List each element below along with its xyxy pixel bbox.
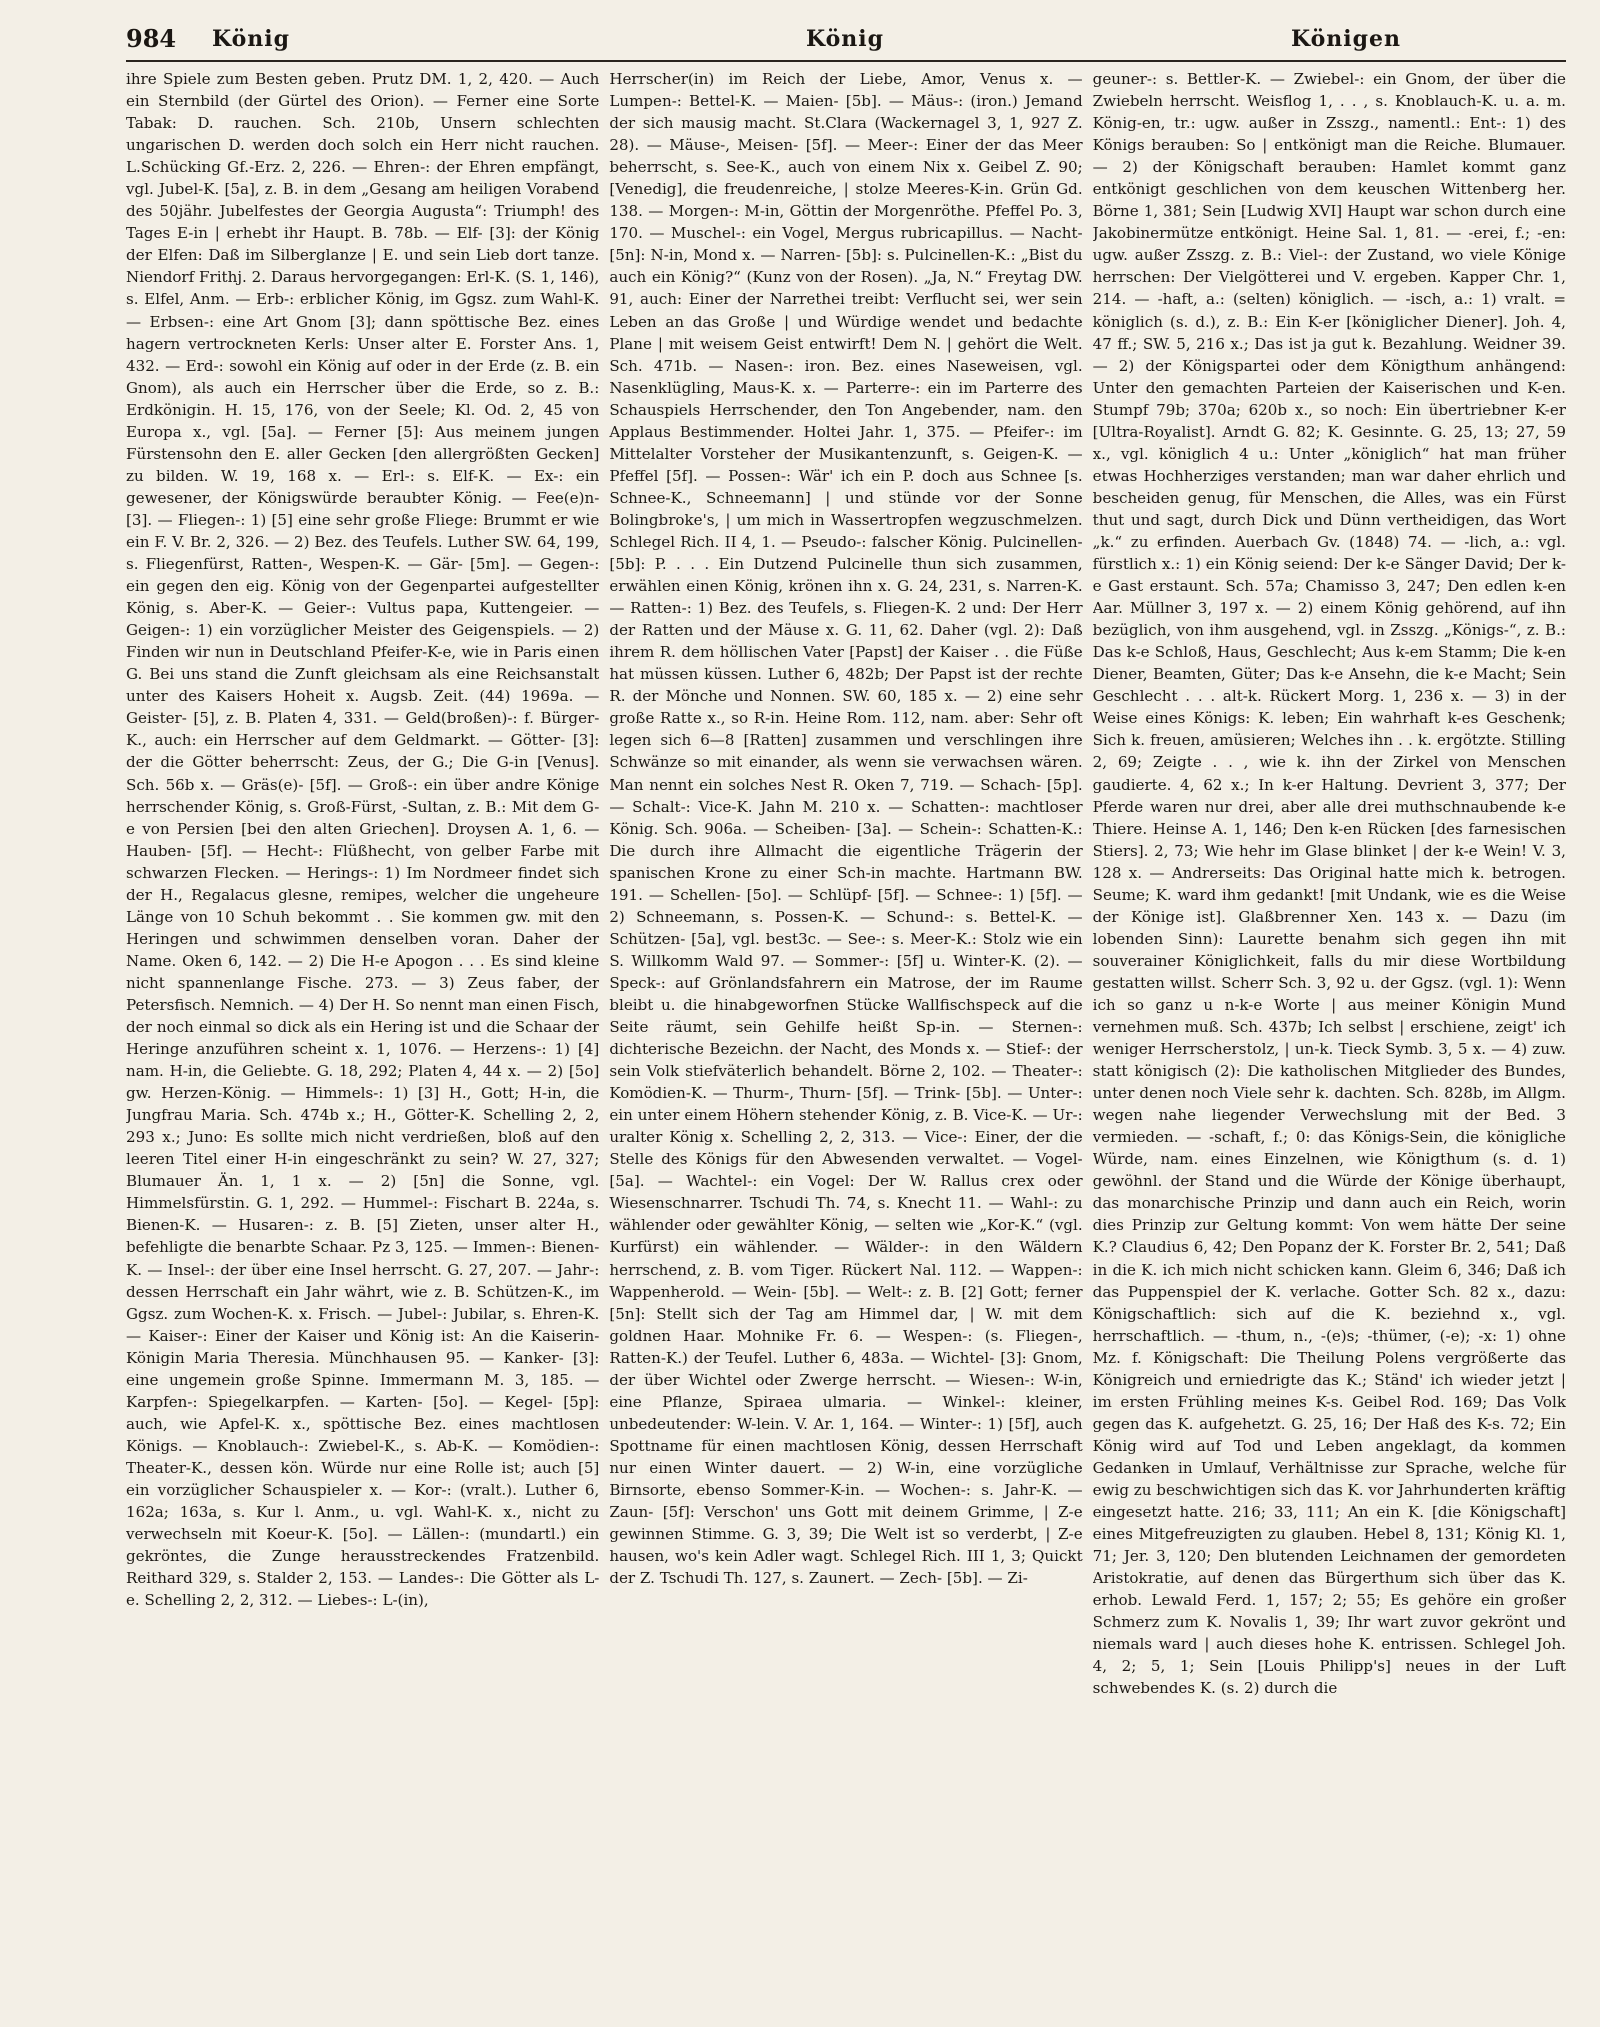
running-headword-center: König bbox=[806, 26, 885, 52]
text-columns bbox=[126, 68, 1566, 2009]
column-text: ihre Spiele zum Besten geben. Prutz DM. 1, 2, 420. — Auch ein Sternbild (der Gürtel des Orion). — Ferner eine Sorte Tabak: D. rauchen. Sch. 210b, Unsern schlechten ungarischen D. werden doch solch ein Herr nicht rauchen. L.Schücking Gf.-Erz. 2, 226. — Ehren-: der Ehren empfängt, vgl. Jubel-K. [5a], z. B. in dem „Gesang am heiligen Vorabend des 50jähr. Jubelfestes der Georgia Augusta“: Triumph! des Tages E-in | erhebt ihr Haupt. B. 78b. — Elf- [3]: der König der Elfen: Daß im Silberglanze | E. und sein Lieb dort tanze. Niendorf Frithj. 2. Daraus hervorgegangen: Erl-K. (S. 1, 146), s. Elfel, Anm. — Erb-: erblicher König, im Ggsz. zum Wahl-K. — Erbsen-: eine Art Gnom [3]; dann spöttische Bez. eines hagern vertrockneten Kerls: Unser alter E. Forster Ans. 1, 432. — Erd-: sowohl ein König auf oder in der Erde (z. B. ein Gnom), als auch ein Herrscher über die Erde, so z. B.: Erdkönigin. H. 15, 176, von der Seele; Kl. Od. 2, 45 von Europa x., vgl. [5a]. — Ferner [5]: Aus meinem jungen Fürstensohn den E. aller Gecken [den allergrößten Gecken] zu bilden. W. 19, 168 x. — Erl-: s. Elf-K. — Ex-: ein gewesener, der Königswürde beraubter König. — Fee(e)n- [3]. — Fliegen-: 1) [5] eine sehr große Fliege: Brummt er wie ein F. V. Br. 2, 326. — 2) Bez. des Teufels. Luther SW. 64, 199, s. Fliegenfürst, Ratten-, Wespen-K. — Gär- [5m]. — Gegen-: ein gegen den eig. König von der Gegenpartei aufgestellter König, s. Aber-K. — Geier-: Vultus papa, Kuttengeier. — Geigen-: 1) ein vorzüglicher Meister des Geigenspiels. — 2) Finden wir nun in Deutschland Pfeifer-K-e, wie in Paris einen G. Bei uns stand die Zunft gleichsam als eine Reichsanstalt unter des Kaisers Hoheit x. Augsb. Zeit. (44) 1969a. — Geister- [5], z. B. Platen 4, 331. — Geld(broßen)-: f. Bürger-K., auch: ein Herrscher auf dem Geldmarkt. — Götter- [3]: der die Götter beherrscht: Zeus, der G.; Die G-in [Venus]. Sch. 56b x. — Gräs(e)- [5f]. — Groß-: ein über andre Könige herrschender König, s. Groß-Fürst, -Sultan, z. B.: Mit dem G-e von Persien [bei den alten Griechen]. Droysen A. 1, 6. — Hauben- [5f]. — Hecht-: Flüßhecht, von gelber Farbe mit schwarzen Flecken. — Herings-: 1) Im Nordmeer findet sich der H., Regalacus glesne, remipes, welcher die ungeheure Länge von 10 Schuh bekommt . . Sie kommen gw. mit den Heringen und schwimmen denselben voran. Daher der Name. Oken 6, 142. — 2) Die H-e Apogon . . . Es sind kleine nicht spannenlange Fische. 273. — 3) Zeus faber, der Petersfisch. Nemnich. — 4) Der H. So nennt man einen Fisch, der noch einmal so dick als ein Hering ist und die Schaar der Heringe anzuführen scheint x. 1, 1076. — Herzens-: 1) [4] nam. H-in, die Geliebte. G. 18, 292; Platen 4, 44 x. — 2) [5o] gw. Herzen-König. — Himmels-: 1) [3] H., Gott; H-in, die Jungfrau Maria. Sch. 474b x.; H., Götter-K. Schelling 2, 2, 293 x.; Juno: Es sollte mich nicht verdrießen, bloß auf den leeren Titel einer H-in eingeschränkt zu sein? W. 27, 327; Blumauer Än. 1, 1 x. — 2) [5n] die Sonne, vgl. Himmelsfürstin. G. 1, 292. — Hummel-: Fischart B. 224a, s. Bienen-K. — Husaren-: z. B. [5] Zieten, unser alter H., befehligte die benarbte Schaar. Pz 3, 125. — Immen-: Bienen-K. — Insel-: der über eine Insel herrscht. G. 27, 207. — Jahr-: dessen Herrschaft ein Jahr währt, wie z. B. Schützen-K., im Ggsz. zum Wochen-K. x. Frisch. — Jubel-: Jubilar, s. Ehren-K. — Kaiser-: Einer der Kaiser und König ist: An die Kaiserin-Königin Maria Theresia. Münchhausen 95. — Kanker- [3]: eine ungemein große Spinne. Immermann M. 3, 185. — Karpfen-: Spiegelkarpfen. — Karten- [5o]. — Kegel- [5p]: auch, wie Apfel-K. x., spöttische Bez. eines machtlosen Königs. — Knoblauch-: Zwiebel-K., s. Ab-K. — Komödien-: Theater-K., dessen kön. Würde nur eine Rolle ist; auch [5] ein vorzüglicher Schauspieler x. — Kor-: (vralt.). Luther 6, 162a; 163a, s. Kur l. Anm., u. vgl. Wahl-K. x., nicht zu verwechseln mit Koeur-K. [5o]. — Lällen-: (mundartl.) ein gekröntes, die Zunge herausstreckendes Fratzenbild. Reithard 329, s. Stalder 2, 153. — Landes-: Die Götter als L-e. Schelling 2, 2, 312. — Liebes-: L-(in), bbox=[126, 70, 600, 1610]
running-headword-left: König bbox=[212, 26, 291, 52]
column-right bbox=[1093, 68, 1566, 2009]
column-middle bbox=[609, 68, 1082, 2009]
running-headword-right: Königen bbox=[1291, 26, 1402, 52]
column-left bbox=[126, 68, 599, 2009]
column-text: Herrscher(in) im Reich der Liebe, Amor, Venus x. — Lumpen-: Bettel-K. — Maien- [5b]. — Mäus-: (iron.) Jemand der sich mausig macht. St.Clara (Wackernagel 3, 1, 927 Z. 28). — Mäuse-, Meisen- [5f]. — Meer-: Einer der das Meer beherrscht, s. See-K., auch von einem Nix x. Geibel Z. 90; [Venedig], die freudenreiche, | stolze Meeres-K-in. Grün Gd. 138. — Morgen-: M-in, Göttin der Morgenröthe. Pfeffel Po. 3, 170. — Muschel-: ein Vogel, Mergus rubricapillus. — Nacht- [5n]: N-in, Mond x. — Narren- [5b]: s. Pulcinellen-K.: „Bist du auch ein König?“ (Kunz von der Rosen). „Ja, N.“ Freytag DW. 91, auch: Einer der Narrethei treibt: Verflucht sei, wer sein Leben an das Große | und Würdige wendet und bedachte Plane | mit weisem Geist entwirft! Dem N. | gehört die Welt. Sch. 471b. — Nasen-: iron. Bez. eines Naseweisen, vgl. Nasenklügling, Maus-K. x. — Parterre-: ein im Parterre des Schauspiels Herrschender, den Ton Angebender, nam. den Applaus Bestimmender. Holtei Jahr. 1, 375. — Pfeifer-: im Mittelalter Vorsteher der Musikantenzunft, s. Geigen-K. — Pfeffel [5f]. — Possen-: Wär' ich ein P. doch aus Schnee [s. Schnee-K., Schneemann] | und stünde vor der Sonne Bolingbroke's, | um mich in Wassertropfen wegzuschmelzen. Schlegel Rich. II 4, 1. — Pseudo-: falscher König. Pulcinellen- [5b]: P. . . . Ein Dutzend Pulcinelle thun sich zusammen, erwählen einen König, krönen ihn x. G. 24, 231, s. Narren-K. — Ratten-: 1) Bez. des Teufels, s. Fliegen-K. 2 und: Der Herr der Ratten und der Mäuse x. G. 11, 62. Daher (vgl. 2): Daß ihrem R. dem höllischen Vater [Papst] der Kaiser . . die Füße hat müssen küssen. Luther 6, 482b; Der Papst ist der rechte R. der Mönche und Nonnen. SW. 60, 185 x. — 2) eine sehr große Ratte x., so R-in. Heine Rom. 112, nam. aber: Sehr oft legen sich 6—8 [Ratten] zusammen und verschlingen ihre Schwänze so mit einander, als wenn sie verwachsen wären. Man nennt ein solches Nest R. Oken 7, 719. — Schach- [5p]. — Schalt-: Vice-K. Jahn M. 210 x. — Schatten-: machtloser König. Sch. 906a. — Scheiben- [3a]. — Schein-: Schatten-K.: Die durch ihre Allmacht die eigentliche Trägerin der spanischen Krone zu einer Sch-in machte. Hartmann BW. 191. — Schellen- [5o]. — Schlüpf- [5f]. — Schnee-: 1) [5f]. — 2) Schneemann, s. Possen-K. — Schund-: s. Bettel-K. — Schützen- [5a], vgl. best3c. — See-: s. Meer-K.: Stolz wie ein S. Willkomm Wald 97. — Sommer-: [5f] u. Winter-K. (2). — Speck-: auf Grönlandsfahrern ein Matrose, der im Raume bleibt u. die hinabgeworfnen Stücke Wallfischspeck auf die Seite räumt, sein Gehilfe heißt Sp-in. — Sternen-: dichterische Bezeichn. der Nacht, des Monds x. — Stief-: der sein Volk stiefväterlich behandelt. Börne 2, 102. — Theater-: Komödien-K. — Thurm-, Thurn- [5f]. — Trink- [5b]. — Unter-: ein unter einem Höhern stehender König, z. B. Vice-K. — Ur-: uralter König x. Schelling 2, 2, 313. — Vice-: Einer, der die Stelle des Königs für den Abwesenden verwaltet. — Vogel- [5a]. — Wachtel-: ein Vogel: Der W. Rallus crex oder Wiesenschnarrer. Tschudi Th. 74, s. Knecht 11. — Wahl-: zu wählender oder gewählter König, — selten wie „Kor-K.“ (vgl. Kurfürst) ein wählender. — Wälder-: in den Wäldern herrschend, z. B. vom Tiger. Rückert Nal. 112. — Wappen-: Wappenherold. — Wein- [5b]. — Welt-: z. B. [2] Gott; ferner [5n]: Stellt sich der Tag am Himmel dar, | W. mit dem goldnen Haar. Mohnike Fr. 6. — Wespen-: (s. Fliegen-, Ratten-K.) der Teufel. Luther 6, 483a. — Wichtel- [3]: Gnom, der über Wichtel oder Zwerge herrscht. — Wiesen-: W-in, eine Pflanze, Spiraea ulmaria. — Winkel-: kleiner, unbedeutender: W-lein. V. Ar. 1, 164. — Winter-: 1) [5f], auch Spottname für einen machtlosen König, dessen Herrschaft nur einen Winter dauert. — 2) W-in, eine vorzügliche Birnsorte, ebenso Sommer-K-in. — Wochen-: s. Jahr-K. — Zaun- [5f]: Verschon' uns Gott mit deinem Grimme, | Z-e gewinnen Stimme. G. 3, 39; Die Welt ist so verderbt, | Z-e hausen, wo's kein Adler wagt. Schlegel Rich. III 1, 3; Quickt der Z. Tschudi Th. 127, s. Zaunert. — Zech- [5b]. — Zi- bbox=[609, 70, 1083, 1588]
column-text: geuner-: s. Bettler-K. — Zwiebel-: ein Gnom, der über die Zwiebeln herrscht. Weisflog 1, . . , s. Knoblauch-K. u. a. m. König-en, tr.: ugw. außer in Zsszg., namentl.: Ent-: 1) des Königs berauben: So | entkönigt man die Reiche. Blumauer. — 2) der Königschaft berauben: Hamlet kommt ganz entkönigt geschlichen von dem keuschen Wittenberg her. Börne 1, 381; Sein [Ludwig XVI] Haupt war schon durch eine Jakobinermütze entkönigt. Heine Sal. 1, 81. — -erei, f.; -en: ugw. außer Zsszg. z. B.: Viel-: der Zustand, wo viele Könige herrschen: Der Vielgötterei und V. ergeben. Kapper Chr. 1, 214. — -haft, a.: (selten) königlich. — -isch, a.: 1) vralt. = königlich (s. d.), z. B.: Ein K-er [königlicher Diener]. Joh. 4, 47 ff.; SW. 5, 216 x.; Das ist ja gut k. Bezahlung. Weidner 39. — 2) der Königspartei oder dem Königthum anhängend: Unter den gemachten Parteien der Kaiserischen und K-en. Stumpf 79b; 370a; 620b x., so noch: Ein übertriebner K-er [Ultra-Royalist]. Arndt G. 82; K. Gesinnte. G. 25, 13; 27, 59 x., vgl. königlich 4 u.: Unter „königlich“ hat man früher etwas Hochherziges verstanden; man war daher ehrlich und bescheiden genug, für Menschen, die Alles, was ein Fürst thut und sagt, durch Dick und Dünn vertheidigen, das Wort „k.“ zu erfinden. Auerbach Gv. (1848) 74. — -lich, a.: vgl. fürstlich x.: 1) ein König seiend: Der k-e Sänger David; Der k-e Gast erstaunt. Sch. 57a; Chamisso 3, 247; Den edlen k-en Aar. Müllner 3, 197 x. — 2) einem König gehörend, auf ihn bezüglich, von ihm ausgehend, vgl. in Zsszg. „Königs-“, z. B.: Das k-e Schloß, Haus, Geschlecht; Aus k-em Stamm; Die k-en Diener, Beamten, Güter; Das k-e Ansehn, die k-e Macht; Sein Geschlecht . . . alt-k. Rückert Morg. 1, 236 x. — 3) in der Weise eines Königs: K. leben; Ein wahrhaft k-es Geschenk; Sich k. freuen, amüsieren; Welches ihn . . k. ergötzte. Stilling 2, 69; Zeigte . . , wie k. ihn der Zirkel von Menschen gaudierte. 4, 62 x.; In k-er Haltung. Devrient 3, 377; Der Pferde waren nur drei, aber alle drei muthschnaubende k-e Thiere. Heinse A. 1, 146; Den k-en Rücken [des farnesischen Stiers]. 2, 73; Wie hehr im Glase blinket | der k-e Wein! V. 3, 128 x. — Andrerseits: Das Original hatte mich k. betrogen. Seume; K. ward ihm gedankt! [mit Undank, wie es die Weise der Könige ist]. Glaßbrenner Xen. 143 x. — Dazu (im lobenden Sinn): Laurette benahm sich gegen ihn mit souverainer Königlichkeit, falls du mir diese Wortbildung gestatten willst. Scherr Sch. 3, 92 u. der Ggsz. (vgl. 1): Wenn ich so ganz u n-k-e Worte | aus meiner Königin Mund vernehmen muß. Sch. 437b; Ich selbst | erschiene, zeigt' ich weniger Herrscherstolz, | un-k. Tieck Symb. 3, 5 x. — 4) zuw. statt königisch (2): Die katholischen Mitglieder des Bundes, unter denen noch Viele sehr k. dachten. Sch. 828b, im Allgm. wegen nahe liegender Verwechslung mit der Bed. 3 vermieden. — -schaft, f.; 0: das Königs-Sein, die königliche Würde, nam. eines Einzelnen, wie Königthum (s. d. 1) gewöhnl. der Stand und die Würde der Könige überhaupt, das monarchische Prinzip und dann auch ein Reich, worin dies Prinzip zur Geltung kommt: Von wem hätte Der seine K.? Claudius 6, 42; Den Popanz der K. Forster Br. 2, 541; Daß in die K. ich mich nicht schicken kann. Gleim 6, 346; Daß ich das Puppenspiel der K. verlache. Gotter Sch. 82 x., dazu: Königschaftlich: sich auf die K. beziehnd x., vgl. herrschaftlich. — -thum, n., -(e)s; -thümer, (-e); -x: 1) ohne Mz. f. Königschaft: Die Theilung Polens vergrößerte das Königreich und erniedrigte das K.; Ständ' ich wieder jetzt | im ersten Frühling meines K-s. Geibel Rod. 169; Das Volk gegen das K. aufgehetzt. G. 25, 16; Der Haß des K-s. 72; Ein König wird auf Tod und Leben angeklagt, da kommen Gedanken in Umlauf, Verhältnisse zur Sprache, welche für ewig zu beschwichtigen sich das K. vor Jahrhunderten kräftig eingesetzt hatte. 216; 33, 111; An ein K. [die Königschaft] eines Mitgefreuzigten zu glauben. Hebel 8, 131; König Kl. 1, 71; Jer. 3, 120; Den blutenden Leichnamen der gemordeten Aristokratie, auf denen das Bürgerthum sich über das K. erhob. Lewald Ferd. 1, 157; 2; 55; Es gehöre ein großer Schmerz zum K. Novalis 1, 39; Ihr wart zuvor gekrönt und niemals ward | auch dieses hohe K. entrissen. Schlegel Joh. 4, 2; 5, 1; Sein [Louis Philipp's] neues in der Luft schwebendes K. (s. 2) durch die bbox=[1092, 70, 1566, 1698]
page-header bbox=[126, 22, 1566, 62]
page-number: 984 bbox=[126, 24, 177, 53]
